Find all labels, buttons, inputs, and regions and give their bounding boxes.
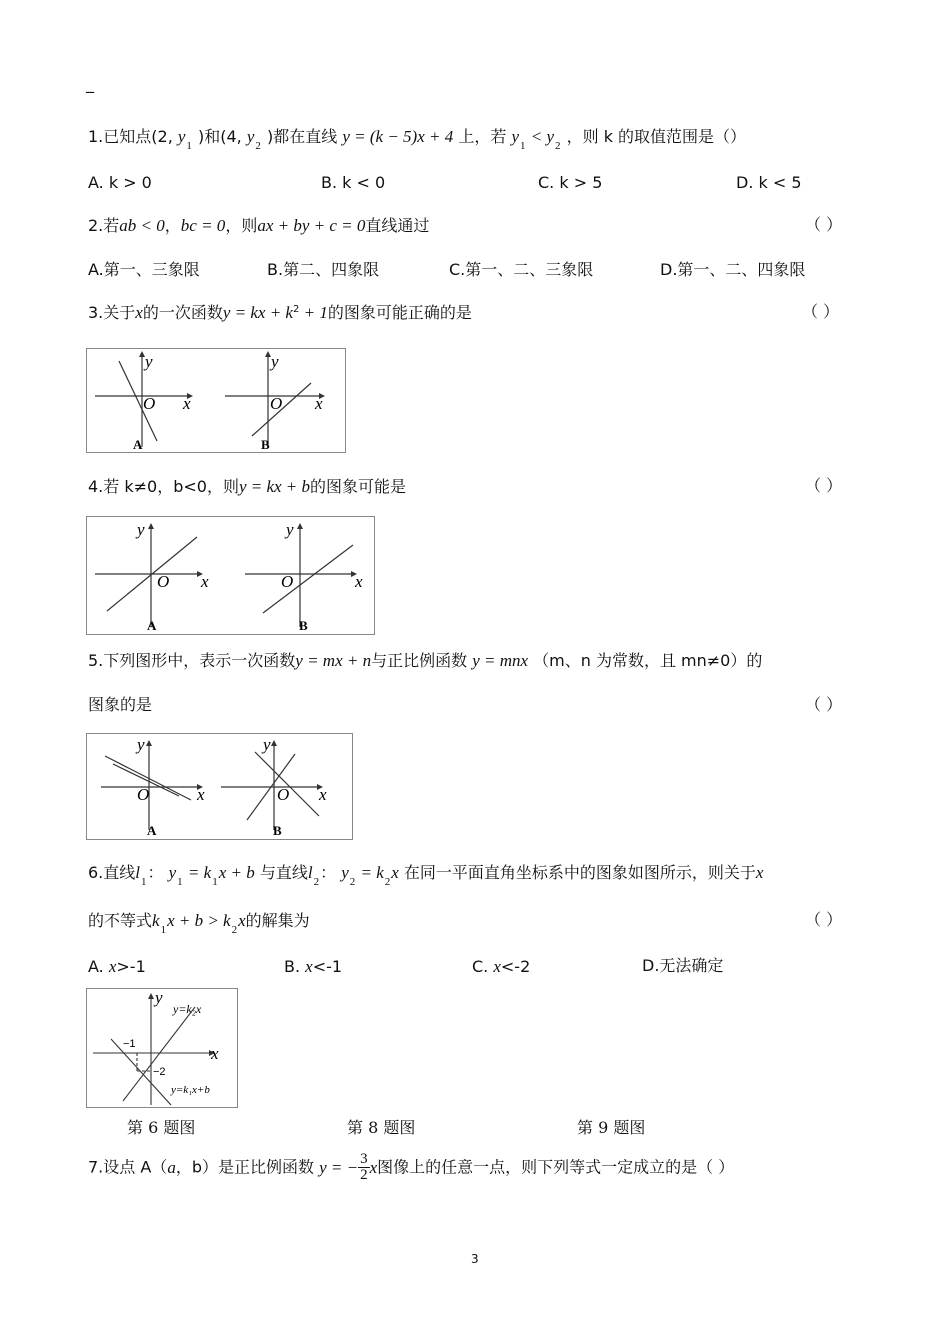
q6-line2-label: y=k₂x <box>173 1002 202 1016</box>
q4a-y-arrow <box>148 523 154 529</box>
question-1-stem: 1.已知点(2, $y_1$ )和(4, $y_2$ )都在直线 y = (k − 5)x + 4 上，若 $y_1 < y_2$ ，则 k 的取值范围是（） <box>88 127 747 152</box>
q6-option-a[interactable]: A. x>-1 <box>88 957 146 976</box>
question-2-stem: 2.若ab < 0，bc = 0，则ax + by + c = 0直线通过 <box>88 216 430 235</box>
q2-option-a[interactable]: A.第一、三象限 <box>88 260 200 279</box>
q5b-y-arrow <box>271 740 277 746</box>
q2-option-c[interactable]: C.第一、二、三象限 <box>449 260 594 279</box>
q6-y-label: y <box>155 989 163 1007</box>
q2-option-d[interactable]: D.第一、二、四象限 <box>660 260 806 279</box>
question-6-stem-line2: 的不等式$k_1x + b > k_2x$的解集为 <box>88 911 310 936</box>
question-7-stem: 7.设点 A（a，b）是正比例函数 y = − $\frac{3}{2}$ x图像上的任意一点，则下列等式一定成立的是（ ） <box>88 1151 735 1183</box>
q1-option-a[interactable]: A. k > 0 <box>88 173 152 192</box>
q6-option-b[interactable]: B. x<-1 <box>284 957 343 976</box>
q3a-x-label: x <box>183 394 191 413</box>
q5a-x-label: x <box>197 785 205 804</box>
q3-fig-label-b: B <box>261 437 270 452</box>
q5a-y-label: y <box>137 735 145 754</box>
caption-figure-9: 第 9 题图 <box>577 1118 646 1137</box>
q7-fraction: $\frac{3}{2}$ <box>360 1151 368 1183</box>
q6-option-d[interactable]: D.无法确定 <box>642 956 724 975</box>
page-number: 3 <box>471 1252 479 1266</box>
q5-figure <box>86 733 353 840</box>
q3b-x-label: x <box>315 394 323 413</box>
q6-line1-label: y=k₁x+b <box>171 1084 210 1096</box>
q4-answer-paren: （ ） <box>805 476 843 495</box>
q3-fig-label-a: A <box>133 437 143 452</box>
q5-graph-svg <box>87 734 352 839</box>
q6-x-label: x <box>211 1044 219 1063</box>
q4a-x-label: x <box>201 572 209 591</box>
q6-figure <box>86 988 238 1108</box>
q3b-origin: O <box>270 394 283 413</box>
question-3-stem: 3.关于x的一次函数y = kx + $k^2 + 1$的图象可能正确的是 <box>88 303 472 322</box>
q3-answer-paren: （ ） <box>802 302 840 321</box>
q5-fig-label-a: A <box>147 823 157 838</box>
q4b-line <box>263 545 353 613</box>
caption-figure-8: 第 8 题图 <box>347 1118 416 1137</box>
q6-option-c[interactable]: C. x<-2 <box>472 957 531 976</box>
question-4-stem: 4.若 k≠0，b<0，则y = kx + b的图象可能是 <box>88 477 407 496</box>
q5-answer-paren: （ ） <box>805 695 843 714</box>
question-6-stem-line1: 6.直线$l_1$： $y_1 = k_1x + b$ 与直线$l_2$： $y_2 = k_2x$ 在同一平面直角坐标系中的图象如图所示，则关于x <box>88 863 764 888</box>
q4-fig-label-b: B <box>299 618 308 633</box>
q5b-line-1 <box>255 752 319 816</box>
q4b-y-label: y <box>286 520 294 539</box>
q4b-origin: O <box>281 572 294 591</box>
q3b-y-label: y <box>271 352 279 371</box>
q5a-origin: O <box>137 785 150 804</box>
q6-answer-paren: （ ） <box>805 910 843 929</box>
q6-neg2-label: −2 <box>153 1066 166 1078</box>
q5-fig-label-b: B <box>273 823 282 838</box>
q4-fig-label-a: A <box>147 618 157 633</box>
q5b-origin: O <box>277 785 290 804</box>
q4b-x-label: x <box>355 572 363 591</box>
q4a-origin: O <box>157 572 170 591</box>
q5b-y-label: y <box>263 735 271 754</box>
q5a-y-arrow <box>146 740 152 746</box>
q4b-y-arrow <box>297 523 303 529</box>
q4-graph-svg <box>87 517 374 634</box>
q1-option-c[interactable]: C. k > 5 <box>538 173 603 192</box>
q3a-y-label: y <box>145 352 153 371</box>
q2-answer-paren: （ ） <box>805 215 843 234</box>
question-5-stem-line1: 5.下列图形中，表示一次函数y = mx + n与正比例函数 y = mnx （m、n 为常数，且 mn≠0）的 <box>88 651 763 670</box>
caption-figure-6: 第 6 题图 <box>127 1118 196 1137</box>
q2-option-b[interactable]: B.第二、四象限 <box>267 260 380 279</box>
q3-graph-svg <box>87 349 345 452</box>
q5b-x-label: x <box>319 785 327 804</box>
q6-neg1-label: −1 <box>123 1038 136 1050</box>
q1-option-d[interactable]: D. k < 5 <box>736 173 802 192</box>
q6-y-arrow <box>148 993 154 999</box>
question-5-stem-line2: 图象的是 <box>88 695 153 714</box>
header-mark: _ <box>86 74 94 93</box>
q3-figure <box>86 348 346 453</box>
q3a-origin: O <box>143 394 156 413</box>
q1-option-b[interactable]: B. k < 0 <box>321 173 386 192</box>
q4-figure <box>86 516 375 635</box>
q6-graph-svg <box>87 989 237 1107</box>
q4a-y-label: y <box>137 520 145 539</box>
